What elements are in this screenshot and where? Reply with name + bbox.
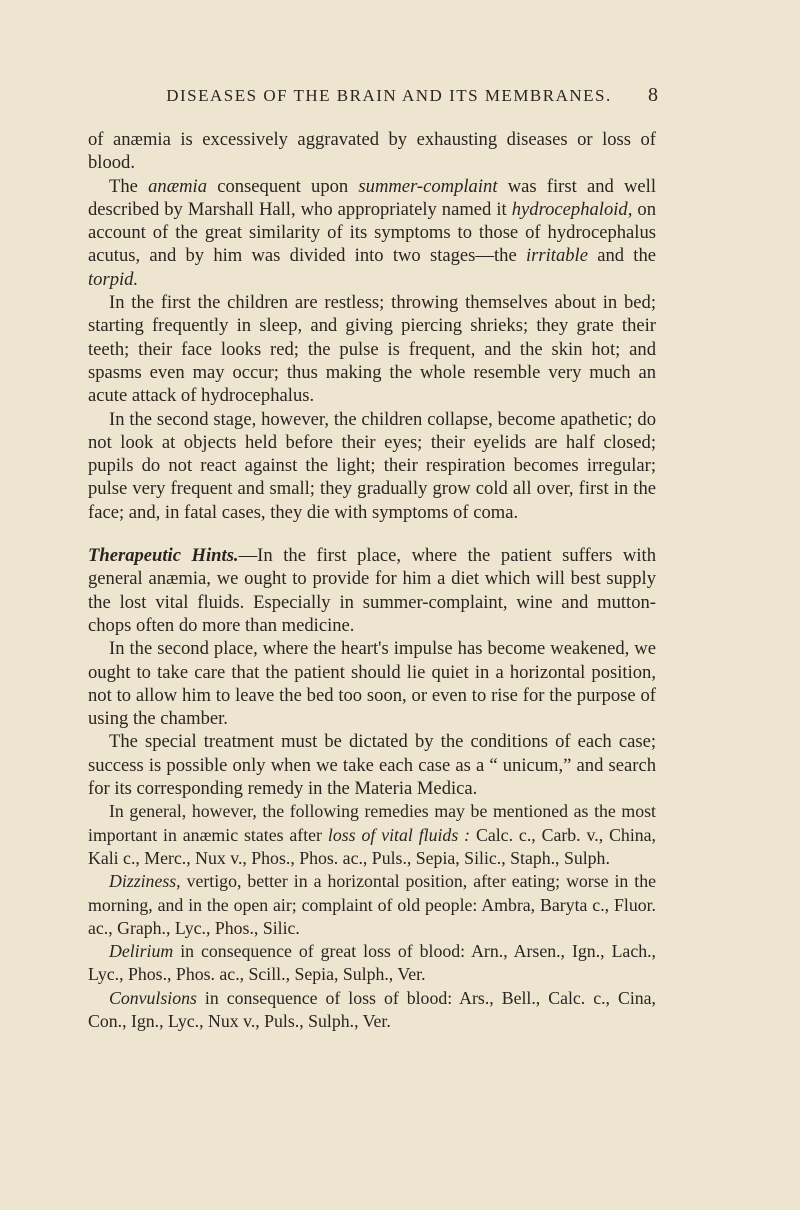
term-dizziness: Dizziness,	[109, 871, 181, 892]
paragraph-second-place: In the second place, where the heart's impulse has become weakened, we ought to take care that the patient should lie quiet in a horizontal position, not to allow him to leave the bed too soon, or even to rise for the purpose of using the chamber.	[88, 638, 656, 730]
body-text	[88, 128, 656, 1033]
section-heading: Therapeutic Hints.	[88, 545, 239, 567]
running-title: DISEASES OF THE BRAIN AND ITS MEMBRANES.	[166, 86, 612, 105]
running-header	[120, 86, 658, 106]
term-loss-of-vital-fluids: loss of vital fluids :	[327, 824, 471, 845]
paragraph-dizziness: Dizziness, vertigo, better in a horizontal position, after eating; worse in the morning, and in the open air; complaint of old people: Ambra, Baryta c., Fluor. ac., Graph., Lyc., Phos., Silic.	[88, 871, 656, 938]
paragraph-convulsions: Convulsions in consequence of loss of blood: Ars., Bell., Calc. c., Cina, Con., Ign., Lyc., Nux v., Puls., Sulph., Ver.	[88, 987, 656, 1031]
term-summer-complaint: summer-complaint	[358, 175, 498, 197]
term-irritable: irritable	[525, 245, 588, 267]
paragraph-summer-complaint: The anæmia consequent upon summer-complaint was first and well described by Marshall Hall, who appropriately named it hydrocephaloid, on account of the great similarity of its symptoms to those of hydrocephalus acutus, and by him was divided into two stages—the irritable and the torpid.	[88, 175, 657, 290]
term-hydrocephaloid: hydrocephaloid,	[511, 198, 633, 220]
paragraph-special-treatment: The special treatment must be dictated by the conditions of each case; success is possible only when we take each case as a “ unicum,” and search for its corresponding remedy in the Materia Medica.	[88, 731, 656, 800]
paragraph-delirium: Delirium in consequence of great loss of blood: Arn., Arsen., Ign., Lach., Lyc., Phos., Phos. ac., Scill., Sepia, Sulph., Ver.	[88, 941, 656, 985]
page-number: 8	[648, 84, 658, 106]
paragraph-therapeutic-hints: Therapeutic Hints.—In the first place, where the patient suffers with general anæmia, we ought to provide for him a diet which will best supply the lost vital fluids. Especially in summer-complaint, wine and mutton-chops often do more than medicine.	[88, 545, 656, 636]
paragraph-general-remedies: In general, however, the following remedies may be mentioned as the most important in anæmic states after loss of vital fluids : Calc. c., Carb. v., China, Kali c., Merc., Nux v., Phos., Phos. ac., Puls., Sepia, Silic., Staph., Sulph.	[88, 801, 656, 868]
term-torpid: torpid.	[88, 268, 139, 290]
paragraph-first-stage: In the first the children are restless; throwing themselves about in bed; starting frequently in sleep, and giving piercing shrieks; they grate their teeth; their face looks red; the pulse is frequent, and the skin hot; and spasms even may occur; thus making the whole resemble very much an acute attack of hydrocephalus.	[88, 292, 656, 407]
paragraph-second-stage: In the second stage, however, the children collapse, become apathetic; do not look at objects held before their eyes; their eyelids are half closed; pupils do not react against the light; their respiration becomes irregular; pulse very frequent and small; they gradually grow cold all over, first in the face; and, in fatal cases, they die with symptoms of coma.	[88, 408, 656, 523]
term-delirium: Delirium	[109, 941, 174, 962]
term-convulsions: Convulsions	[109, 987, 197, 1008]
term-anaemia: anæmia	[148, 175, 207, 197]
paragraph-intro: of anæmia is excessively aggravated by exhausting diseases or loss of blood.	[88, 129, 656, 174]
